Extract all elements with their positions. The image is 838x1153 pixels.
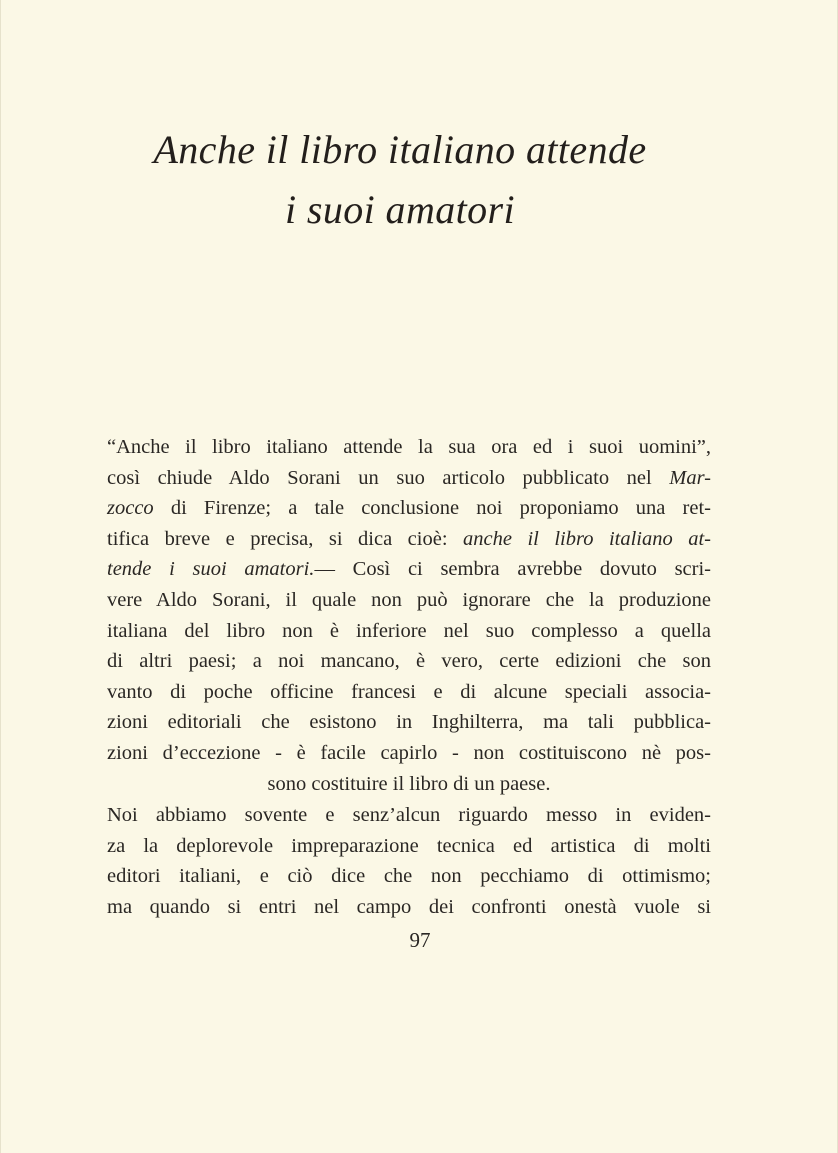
text-span: — Così ci sembra avrebbe dovuto scri- [314, 558, 711, 581]
text-line: di altri paesi; a noi mancano, è vero, certe edizioni che son [107, 650, 711, 673]
text-line: sono costituire il libro di un paese. [267, 772, 551, 795]
text-line: vanto di poche officine francesi e di alcune speciali associa- [107, 680, 711, 703]
text-line: italiana del libro non è inferiore nel suo complesso a quella [107, 619, 711, 642]
text-line: ma quando si entri nel campo dei confronti onestà vuole si [107, 895, 711, 918]
paragraph-2 [107, 800, 711, 922]
text-span: di Firenze; a tale conclusione noi proponiamo una ret- [153, 497, 711, 520]
text-line: “Anche il libro italiano attende la sua ora ed i suoi uomini”, [107, 436, 711, 458]
title-line-1: Anche il libro italiano attende [153, 127, 647, 172]
text-line [107, 524, 711, 555]
text-line: Noi abbiamo sovente e senz’alcun riguardo messo in eviden- [107, 804, 711, 826]
italic-text: tende i suoi amatori. [107, 558, 315, 581]
title-line-2: i suoi amatori [284, 187, 516, 232]
paragraph-1 [107, 432, 711, 799]
text-line: editori italiani, e ciò dice che non pecchiamo di ottimismo; [107, 865, 711, 888]
italic-text: zocco [107, 497, 154, 520]
text-span: tifica breve e precisa, si dica cioè: [107, 527, 464, 550]
text-line [107, 493, 711, 524]
text-span: così chiude Aldo Sorani un suo articolo pubblicato nel [107, 466, 670, 489]
text-line: za la deplorevole impreparazione tecnica ed artistica di molti [107, 834, 711, 857]
page-number: 97 [409, 928, 431, 952]
text-line: zioni editoriali che esistono in Inghilterra, ma tali pubblica- [107, 711, 711, 734]
text-line: vere Aldo Sorani, il quale non può ignorare che la produzione [107, 588, 711, 611]
text-line [107, 463, 711, 494]
italic-text: anche il libro italiano at- [463, 527, 711, 550]
text-line [107, 554, 711, 585]
italic-text: Mar- [669, 466, 711, 489]
text-line: zioni d’eccezione - è facile capirlo - non costituiscono nè pos- [107, 741, 711, 764]
chapter-title [61, 120, 739, 240]
